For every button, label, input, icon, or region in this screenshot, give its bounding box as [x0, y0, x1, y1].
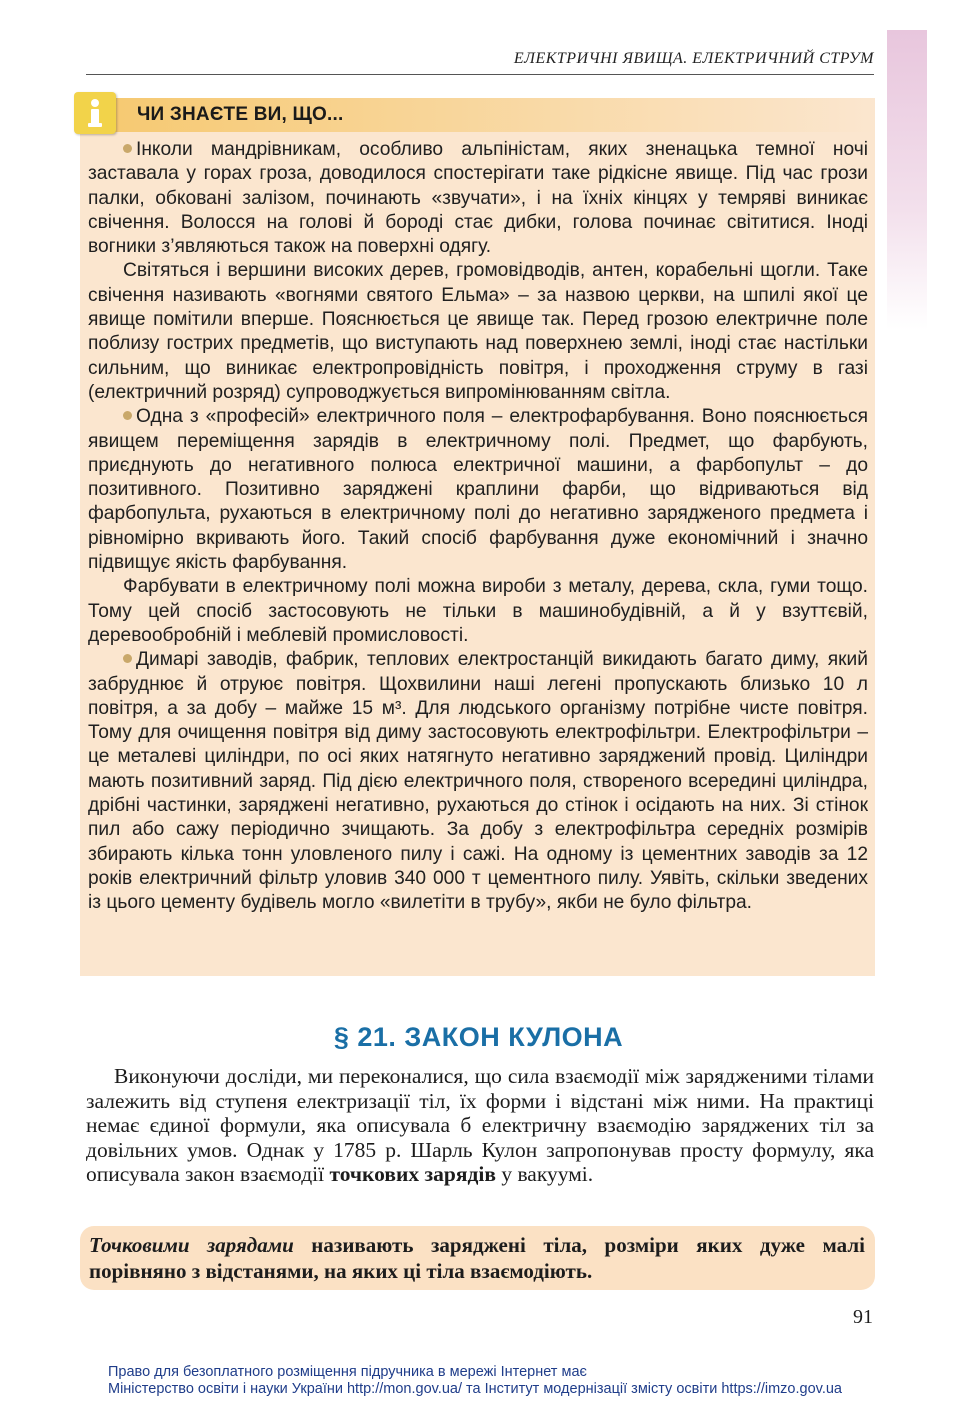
info-paragraph: Світяться і вершини високих дерев, громовідводів, антен, корабельні щогли. Таке свічення називають «вогнями святого Ельма» – за назвою церкви, на шпилі якої це явище помітили вперше. Пояснюється це явище так. Перед грозою електричне поле поблизу гострих предметів, що виступають над поверхнею землі, іноді стає настільки сильним, що виникає електропровідність повітря, і проходження струму в газі (електричний розряд) супроводжується випромінюванням світла.: [88, 260, 868, 403]
did-you-know-title: ЧИ ЗНАЄТЕ ВИ, ЩО...: [137, 104, 344, 125]
info-paragraph: Фарбувати в електричному полі можна вироби з металу, дерева, скла, гуми тощо. Тому цей спосіб застосовують не тільки в машинобудівній, а й у взуттєвій, деревообробній і меблевій промисловості.: [88, 576, 868, 646]
definition-text: Точковими зарядами називають заряджені тіла, розміри яких дуже малі порівняно з відстанями, на яких ці тіла взаємодіють.: [89, 1233, 865, 1283]
side-decoration: [887, 30, 927, 330]
info-paragraph: Димарі заводів, фабрик, теплових електростанцій викидають багато диму, який забруднює й отруює повітря. Щохвилини наші легені пропускають близько 10 л повітря, а за добу – майже 15 м³. Для людського організму потрібне чисте повітря. Тому для очищення повітря від диму застосовують електрофільтри. Електрофільтри – це металеві циліндри, по осі яких натягнуто негативно заряджений провід. Циліндри мають позитивний заряд. Під дією електричного поля, створеного всередині циліндра, дрібні частинки, заряджені негативно, рухаються до стінок і осідають на них. Зі стінок пил або сажу періодично зчищають. За добу з електрофільтра середніх розмірів збирають кілька тонн уловленого пилу і сажі. На одному із цементних заводів за 12 років електричний фільтр уловив 340 000 т цементного пилу. Уявіть, скільки зведених із цього цементу будівель могло «вилетіти в трубу», якби не було фільтра.: [88, 649, 868, 914]
did-you-know-box: [80, 98, 875, 976]
info-icon-glyph: [78, 96, 112, 130]
section-body: [86, 1064, 874, 1187]
definition-box: [80, 1226, 875, 1290]
running-header: ЕЛЕКТРИЧНІ ЯВИЩА. ЕЛЕКТРИЧНИЙ СТРУМ: [513, 50, 874, 67]
definition-term: Точковими зарядами: [89, 1233, 294, 1257]
bullet-icon: [123, 144, 132, 153]
bullet-icon: [123, 654, 132, 663]
page-number: 91: [853, 1306, 873, 1328]
did-you-know-body: [88, 138, 868, 916]
info-icon: [74, 92, 116, 134]
footer-line: Міністерство освіти і науки України http://mon.gov.ua/ та Інститут модернізації змісту освіти https://imzo.gov.ua: [108, 1381, 842, 1397]
info-paragraph: Інколи мандрівникам, особливо альпіністам, яких зненацька темної ночі заставала у горах гроза, доводилося спостерігати таке рідкісне явище. Під час грози палки, обковані залізом, починають «звучати», і на їхніх кінцях у темряві виникає свічення. Волосся на голові й бороді стає дибки, голова починає світитися. Іноді вогники з’являються також на поверхні одягу.: [88, 139, 868, 258]
info-paragraph: Одна з «професій» електричного поля – електрофарбування. Воно пояснюється явищем переміщення зарядів в електричному полі. Предмет, що фарбують, приєднують до негативного полюса електричної машини, а фарбопульт – до позитивного. Позитивно заряджені краплини фарби, що відриваються від фарбопульта, рухаються в електричному полі до негативно зарядженого предмета і рівномірно вкривають його. Такий спосіб фарбування дуже економічний і значно підвищує якість фарбування.: [88, 406, 868, 574]
section-title: § 21. ЗАКОН КУЛОНА: [333, 1022, 624, 1052]
footer-notice: [108, 1364, 908, 1398]
bold-term: точкових зарядів: [329, 1162, 496, 1186]
section-paragraph: Виконуючи досліди, ми переконалися, що сила взаємодії між зарядженими тілами залежить від ступеня електризації тіл, їх форми і відстані між ними. На практиці немає єдиної формули, яка описувала б електричну взаємодію заряджених тіл за довільних умов. Однак у 1785 р. Шарль Кулон запропонував просту формулу, яка описувала закон взаємодії точкових зарядів у вакуумі.: [86, 1064, 874, 1186]
header-rule: [86, 74, 874, 75]
bullet-icon: [123, 411, 132, 420]
footer-line: Право для безоплатного розміщення підручника в мережі Інтернет має: [108, 1364, 587, 1380]
